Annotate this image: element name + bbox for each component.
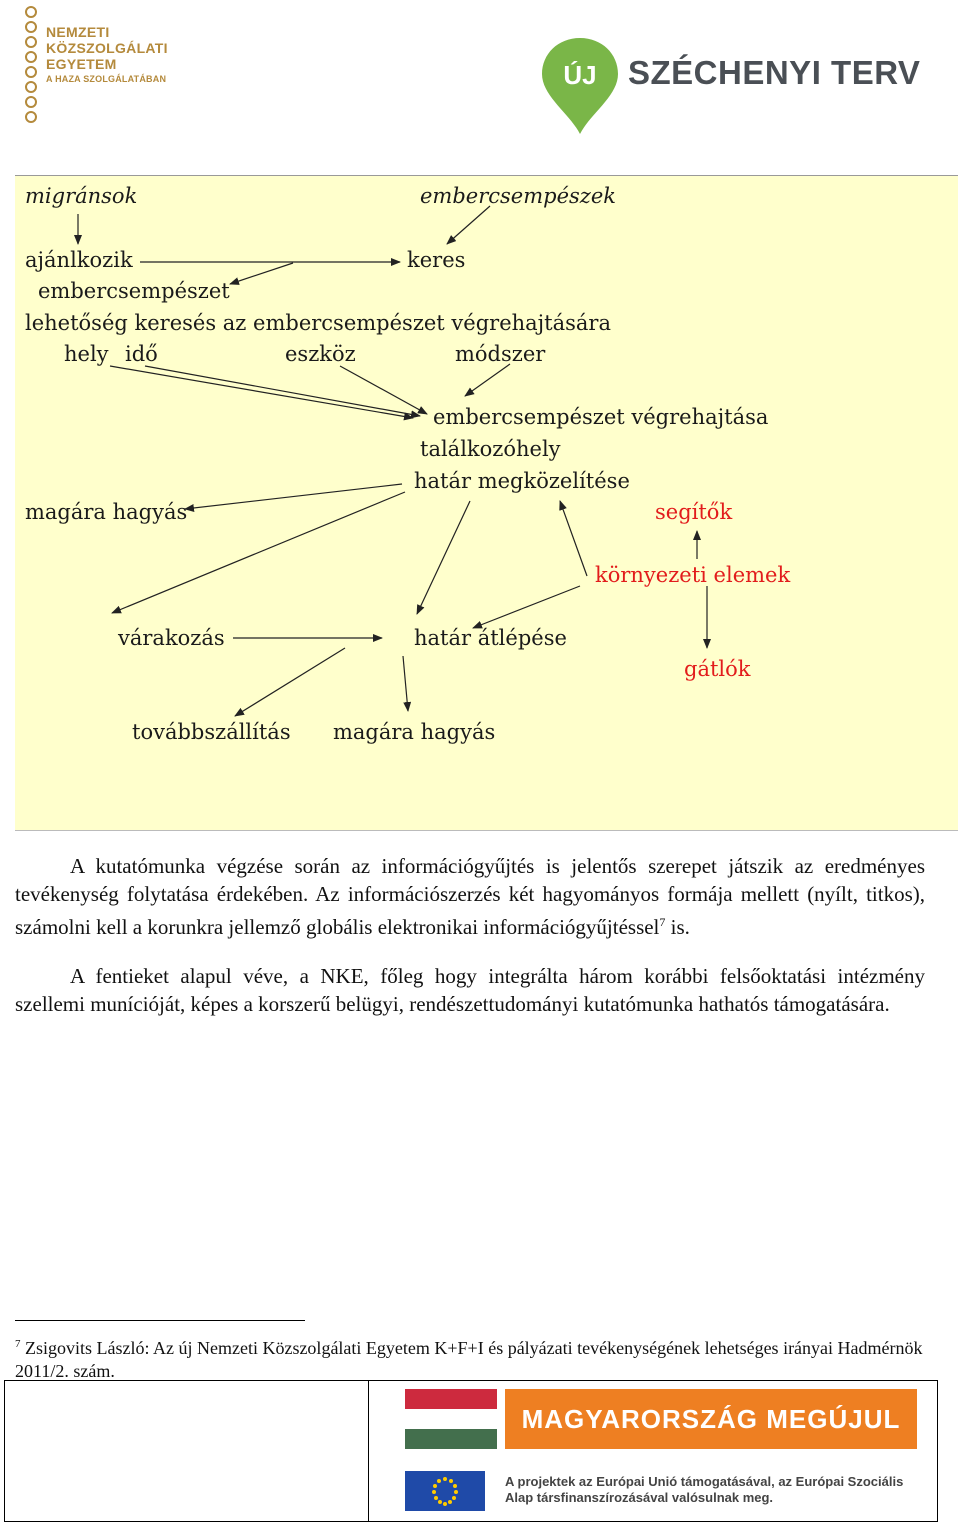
footnote-ref-7[interactable]: 7 xyxy=(659,915,666,929)
node-eszkoz: eszköz xyxy=(285,342,356,366)
node-segitok: segítők xyxy=(655,500,733,524)
footnote-text: Zsigovits László: Az új Nemzeti Közszolgálati Egyetem K+F+I és pályázati tevékenységének lehetséges irányai Hadmérnök 2011/2. szám. xyxy=(15,1338,923,1381)
node-hatar-atlepese: határ átlépése xyxy=(414,626,567,650)
footnote xyxy=(15,1333,935,1383)
node-embercsempeszet: embercsempészet xyxy=(38,279,230,303)
paragraph-2-text: A fentieket alapul véve, a NKE, főleg hogy integrálta három korábbi felsőoktatási intézmény szellemi munícióját, képes a korszerű belügyi, rendészettudományi kutatómunka hathatós támogatására. xyxy=(15,964,925,1016)
node-tovabbszallitas: továbbszállítás xyxy=(132,720,291,744)
magyarorszag-megujul-banner xyxy=(405,1389,917,1449)
node-ajanlkozik: ajánlkozik xyxy=(25,248,133,272)
footnote-separator xyxy=(15,1320,305,1321)
paragraph-1 xyxy=(15,852,925,941)
node-ido: idő xyxy=(125,342,158,366)
banner-orange xyxy=(505,1389,917,1449)
eu-support-text: A projektek az Európai Unió támogatásával, az Európai Szociális Alap társfinanszírozásával valósulnak meg. xyxy=(505,1474,904,1505)
node-embercsempeszek: embercsempészek xyxy=(420,184,616,208)
arrow-modszer-vegrehajtasa xyxy=(465,364,510,396)
szechenyi-terv-logo xyxy=(540,36,920,136)
node-migransok: migránsok xyxy=(25,184,138,208)
arrow-hatar-magara-hagyas xyxy=(185,484,402,509)
paragraph-1-end: is. xyxy=(665,915,690,939)
node-hatar-megkozelitese: határ megközelítése xyxy=(414,469,630,493)
node-gatlok: gátlók xyxy=(684,657,751,681)
node-talalkozohely: találkozóhely xyxy=(420,437,561,461)
node-magara-hagyas-1: magára hagyás xyxy=(25,500,188,524)
szt-name: SZÉCHENYI TERV xyxy=(628,54,921,91)
hungarian-flag-icon xyxy=(405,1389,497,1449)
nke-motto: A HAZA SZOLGÁLATÁBAN xyxy=(46,74,167,84)
arrow-hatar-atlepese xyxy=(417,501,470,614)
nke-logo xyxy=(24,5,184,125)
arrow-eszkoz-vegrehajtasa xyxy=(340,366,427,414)
node-keres: keres xyxy=(407,248,466,272)
node-hely: hely xyxy=(64,342,109,366)
arrow-atlepes-magara-hagyas xyxy=(403,656,408,711)
node-modszer: módszer xyxy=(455,342,546,366)
node-varakozas: várakozás xyxy=(118,626,225,650)
paragraph-2 xyxy=(15,962,925,1018)
footer-box xyxy=(4,1380,938,1522)
nke-name-line-3: EGYETEM xyxy=(46,56,117,72)
eu-flag-icon xyxy=(405,1471,485,1511)
arrow-keres-embercsempeszet xyxy=(230,263,293,284)
node-kornyezeti-elemek: környezeti elemek xyxy=(595,563,791,587)
nke-name-line-2: KÖZSZOLGÁLATI xyxy=(46,40,168,56)
arrow-embercsempeszek-keres xyxy=(447,206,490,244)
footer-divider xyxy=(368,1381,369,1521)
university-seal-icon xyxy=(24,5,38,123)
szt-badge: ÚJ xyxy=(563,60,597,90)
paragraph-1-text: A kutatómunka végzése során az információgyűjtés is jelentős szerepet játszik az eredményes tevékenység folytatása érdekében. Az információszerzés két hagyományos formája mellett (nyílt, titkos), számolni kell a korunkra jellemző globális elektronikai információgyűjtéssel xyxy=(15,854,925,939)
arrow-kornyezeti-hatar xyxy=(560,501,587,576)
arrow-ido-vegrehajtasa xyxy=(145,366,420,416)
node-lehetoseg-kereses: lehetőség keresés az embercsempészet végrehajtására xyxy=(25,311,611,335)
node-vegrehajtasa: embercsempészet végrehajtása xyxy=(433,405,769,429)
arrow-hely-vegrehajtasa xyxy=(110,366,413,418)
banner-text: MAGYARORSZÁG MEGÚJUL xyxy=(521,1403,901,1434)
footnote-number: 7 xyxy=(15,1338,21,1350)
arrow-kornyezeti-atlepes xyxy=(473,586,580,628)
nke-name-line-1: NEMZETI xyxy=(46,24,110,40)
location-pin-icon xyxy=(540,36,620,136)
node-magara-hagyas-2: magára hagyás xyxy=(333,720,496,744)
arrow-atlepes-tovabbszallitas xyxy=(235,648,345,716)
smuggling-process-diagram xyxy=(15,175,958,831)
